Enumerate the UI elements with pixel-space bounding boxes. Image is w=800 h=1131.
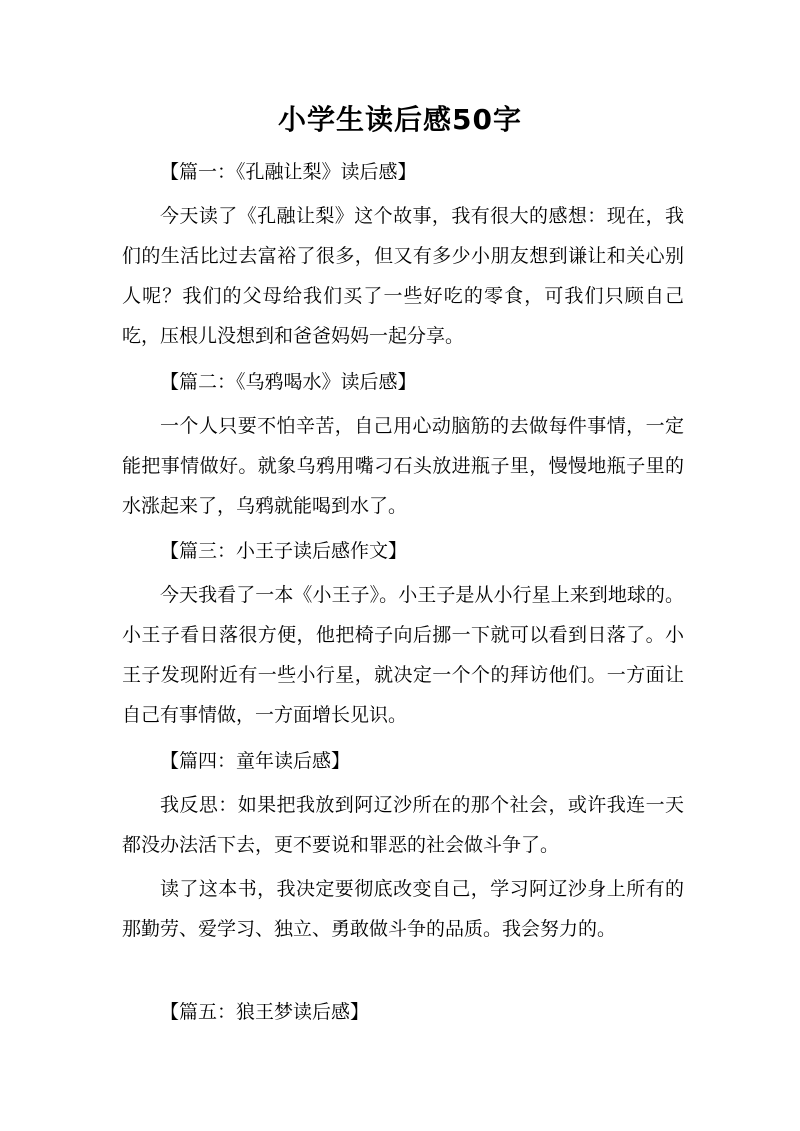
section-2-paragraph-1: 一个人只要不怕辛苦，自己用心动脑筋的去做每件事情，一定能把事情做好。就象乌鸦用嘴刁石头放进瓶子里，慢慢地瓶子里的水涨起来了，乌鸦就能喝到水了。 xyxy=(122,415,684,517)
section-heading-1: 【篇一：《孔融让梨》读后感】 xyxy=(160,161,417,183)
section-heading-5: 【篇五：狼王梦读后感】 xyxy=(160,1001,370,1023)
section-heading-4: 【篇四：童年读后感】 xyxy=(160,750,351,772)
section-1-paragraph-1: 今天读了《孔融让梨》这个故事，我有很大的感想：现在，我们的生活比过去富裕了很多，但又有多少小朋友想到谦让和关心别人呢？我们的父母给我们买了一些好吃的零食，可我们只顾自己吃，压根儿没想到和爸爸妈妈一起分享。 xyxy=(122,205,684,347)
section-4-paragraph-1: 我反思：如果把我放到阿辽沙所在的那个社会，或许我连一天都没办法活下去，更不要说和罪恶的社会做斗争了。 xyxy=(122,794,684,856)
section-3-paragraph-1: 今天我看了一本《小王子》。小王子是从小行星上来到地球的。小王子看日落很方便，他把椅子向后挪一下就可以看到日落了。小王子发现附近有一些小行星，就决定一个个的拜访他们。一方面让自己有事情做，一方面增长见识。 xyxy=(122,584,684,726)
page-title: 小学生读后感50字 xyxy=(278,103,522,136)
section-4-paragraph-2: 读了这本书，我决定要彻底改变自己，学习阿辽沙身上所有的那勤劳、爱学习、独立、勇敢做斗争的品质。我会努力的。 xyxy=(122,878,684,940)
section-heading-3: 【篇三：小王子读后感作文】 xyxy=(160,540,408,562)
section-heading-2: 【篇二：《乌鸦喝水》读后感】 xyxy=(160,371,417,393)
